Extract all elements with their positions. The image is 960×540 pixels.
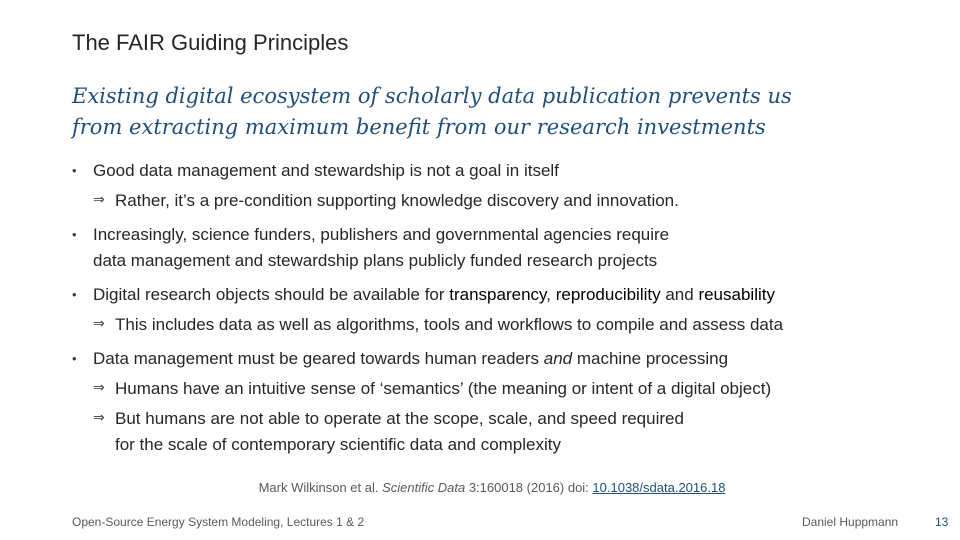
bullet-item xyxy=(72,222,932,274)
journal-name: Scientific Data xyxy=(382,480,466,495)
sub-bullet-text: Humans have an intuitive sense of ‘semantics’ (the meaning or intent of a digital object) xyxy=(115,379,772,398)
bullet-text: Data management must be geared towards human readers xyxy=(93,349,544,368)
implies-arrow-icon: ⇒ xyxy=(93,379,105,395)
term-reproducibility: reproducibility xyxy=(555,285,661,304)
implies-arrow-icon: ⇒ xyxy=(93,409,105,425)
doi-link[interactable]: 10.1038/sdata.2016.18 xyxy=(592,480,726,495)
bullet-text: Increasingly, science funders, publishers and governmental agencies require xyxy=(93,225,670,244)
bullet-text: Digital research objects should be available for xyxy=(93,285,450,304)
sub-bullet-text: This includes data as well as algorithms, tools and workflows to compile and assess data xyxy=(115,315,784,334)
bullet-text-continued: data management and stewardship plans publicly funded research projects xyxy=(93,251,658,270)
bullet-list xyxy=(72,158,932,466)
footer-course: Open-Source Energy System Modeling, Lectures 1 & 2 xyxy=(72,515,365,529)
subtitle-line-2: from extracting maximum benefit from our research investments xyxy=(72,115,766,139)
footer-author: Daniel Huppmann xyxy=(802,515,899,529)
term-reusability: reusability xyxy=(698,285,775,304)
bullet-text: Good data management and stewardship is not a goal in itself xyxy=(93,161,559,180)
bullet-dot: • xyxy=(72,351,77,366)
emphasis-and: and xyxy=(543,349,573,368)
sub-bullet-text: Rather, it’s a pre-condition supporting knowledge discovery and innovation. xyxy=(115,191,679,210)
sub-bullet-text-continued: for the scale of contemporary scientific data and complexity xyxy=(115,435,561,454)
implies-arrow-icon: ⇒ xyxy=(93,191,105,207)
bullet-dot: • xyxy=(72,287,77,302)
citation: Mark Wilkinson et al. Scientific Data 3:160018 (2016) doi: 10.1038/sdata.2016.18 xyxy=(258,480,726,495)
bullet-item xyxy=(72,158,932,214)
bullet-dot: • xyxy=(72,163,77,178)
term-transparency: transparency xyxy=(449,285,547,304)
sub-bullet-text: But humans are not able to operate at the scope, scale, and speed required xyxy=(115,409,684,428)
bullet-dot: • xyxy=(72,227,77,242)
bullet-item: • Data management must be geared towards human readers and machine processing ⇒ Humans have an intuitive sense of ‘semantics’ (the meaning or intent of a digital object) ⇒ But humans are not able to operate at the scope, scale, and speed required for the scale of contemporary scientific data and complexity xyxy=(72,346,932,458)
page-number: 13 xyxy=(935,515,949,529)
implies-arrow-icon: ⇒ xyxy=(93,315,105,331)
subtitle-line-1: Existing digital ecosystem of scholarly data publication prevents us xyxy=(72,84,792,108)
slide-title: The FAIR Guiding Principles xyxy=(72,30,349,55)
bullet-item: • Digital research objects should be available for transparency, reproducibility and reusability ⇒ This includes data as well as algorithms, tools and workflows to compile and assess data xyxy=(72,282,932,338)
slide-subtitle xyxy=(72,81,892,143)
